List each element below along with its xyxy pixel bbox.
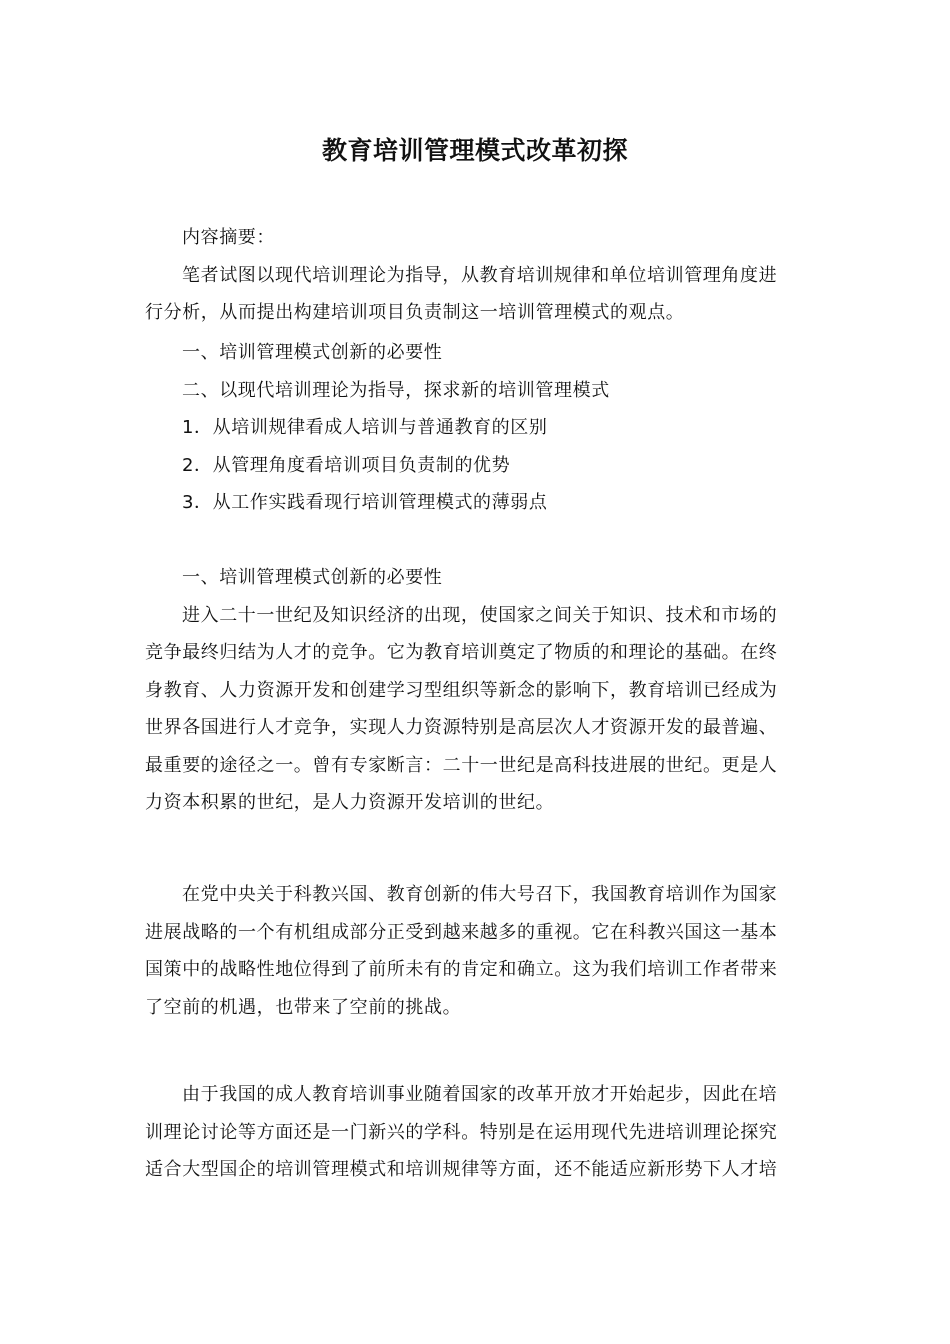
paragraph-line: 竞争最终归结为人才的竞争。它为教育培训奠定了物质的和理论的基础。在终: [145, 642, 778, 663]
abstract-block: [145, 220, 810, 333]
toc-item: 二、以现代培训理论为指导，探求新的培训管理模式: [182, 379, 610, 401]
paragraph-line: 进入二十一世纪及知识经济的出现，使国家之间关于知识、技术和市场的: [182, 604, 778, 626]
paragraph-line: 由于我国的成人教育培训事业随着国家的改革开放才开始起步，因此在培: [182, 1084, 778, 1105]
paragraph3-block: [145, 1077, 810, 1190]
paragraph-line: 国策中的战略性地位得到了前所未有的肯定和确立。这为我们培训工作者带来: [145, 959, 778, 980]
toc-item: 一、培训管理模式创新的必要性: [182, 342, 443, 363]
section1-block: [145, 560, 810, 823]
abstract-heading: 内容摘要：: [182, 227, 275, 248]
paragraph-line: 进展战略的一个有机组成部分正受到越来越多的重视。它在科教兴国这一基本: [145, 921, 778, 943]
paragraph-line: 身教育、人力资源开发和创建学习型组织等新念的影响下，教育培训已经成为: [145, 679, 778, 701]
section-heading: 一、培训管理模式创新的必要性: [182, 567, 443, 588]
paragraph-line: 适合大型国企的培训管理模式和培训规律等方面，还不能适应新形势下人才培: [145, 1159, 778, 1180]
paragraph-line: 在党中央关于科教兴国、教育创新的伟大号召下，我国教育培训作为国家: [182, 884, 778, 905]
toc-item: 1．从培训规律看成人培训与普通教育的区别: [182, 417, 548, 438]
abstract-line: 笔者试图以现代培训理论为指导，从教育培训规律和单位培训管理角度进: [182, 264, 778, 286]
toc-block: [145, 335, 810, 523]
toc-item: 2．从管理角度看培训项目负责制的优势: [182, 454, 511, 476]
paragraph-line: 世界各国进行人才竞争，实现人力资源特别是高层次人才资源开发的最普遍、: [145, 717, 778, 738]
paragraph-line: 力资本积累的世纪，是人力资源开发培训的世纪。: [145, 792, 555, 813]
paragraph-line: 了空前的机遇，也带来了空前的挑战。: [145, 996, 462, 1018]
toc-item: 3．从工作实践看现行培训管理模式的薄弱点: [182, 492, 548, 513]
paragraph2-block: [145, 877, 810, 1027]
paragraph-line: 最重要的途径之一。曾有专家断言：二十一世纪是高科技进展的世纪。更是人: [145, 754, 778, 776]
document-title: 教育培训管理模式改革初探: [321, 136, 628, 165]
paragraph-line: 训理论讨论等方面还是一门新兴的学科。特别是在运用现代先进培训理论探究: [145, 1121, 778, 1143]
abstract-line: 行分析，从而提出构建培训项目负责制这一培训管理模式的观点。: [145, 302, 685, 323]
